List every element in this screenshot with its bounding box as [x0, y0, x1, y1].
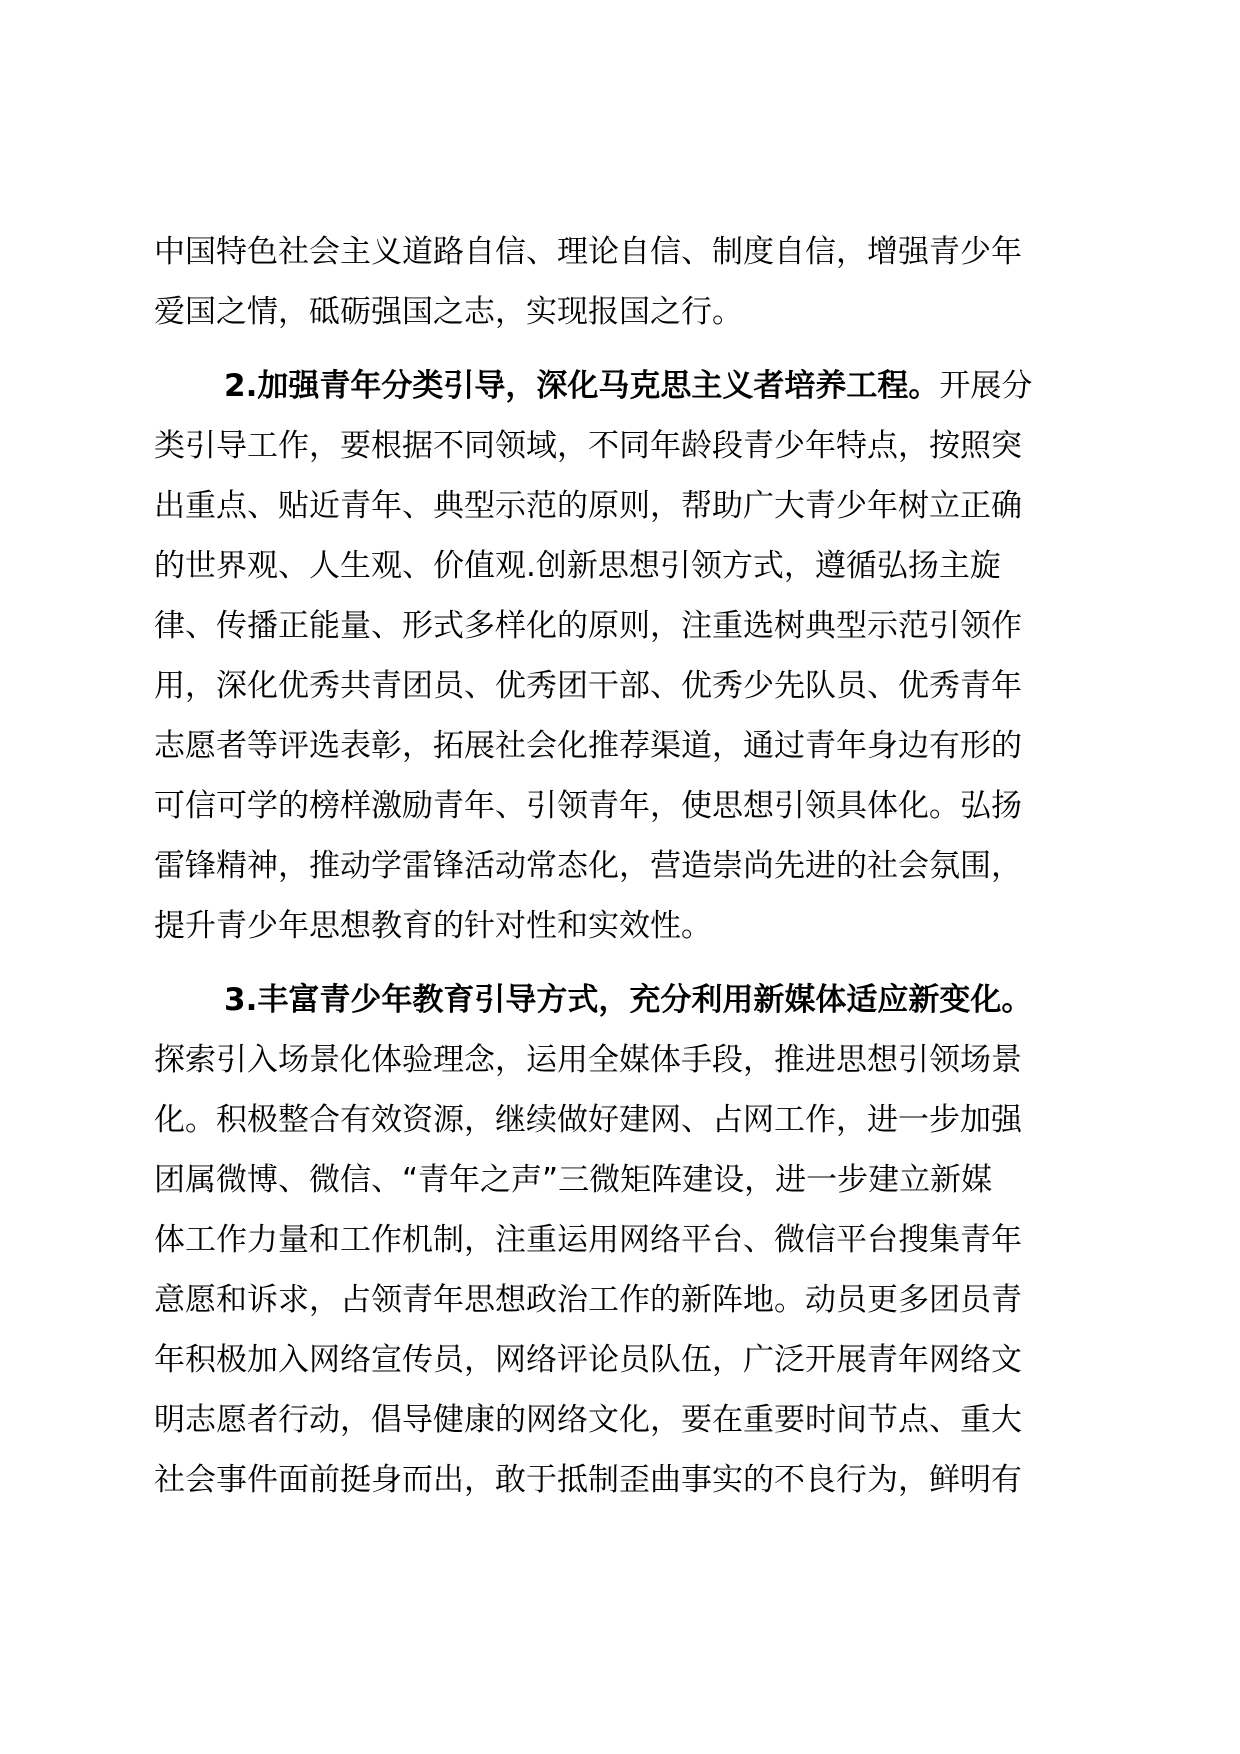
text-line: 探索引入场景化体验理念，运用全媒体手段，推进思想引领场景 [154, 1042, 1022, 1078]
text-line: 用，深化优秀共青团员、优秀团干部、优秀少先队员、优秀青年 [154, 668, 1022, 704]
text-line: 爱国之情，砥砺强国之志，实现报国之行。 [154, 294, 743, 330]
text-line: 提升青少年思想教育的针对性和实效性。 [154, 908, 712, 944]
text-line: 志愿者等评选表彰，拓展社会化推荐渠道，通过青年身边有形的 [154, 728, 1022, 764]
section-2-first-line-text: 开展分 [939, 368, 1033, 404]
text-line: 可信可学的榜样激励青年、引领青年，使思想引领具体化。弘扬 [154, 788, 1022, 824]
text-line: 的世界观、人生观、价值观.创新思想引领方式，遵循弘扬主旋 [154, 548, 1001, 584]
text-line: 体工作力量和工作机制，注重运用网络平台、微信平台搜集青年 [154, 1222, 1022, 1258]
text-line: 类引导工作，要根据不同领域，不同年龄段青少年特点，按照突 [154, 428, 1022, 464]
text-line: 明志愿者行动，倡导健康的网络文化，要在重要时间节点、重大 [154, 1402, 1022, 1438]
text-line: 意愿和诉求，占领青年思想政治工作的新阵地。动员更多团员青 [154, 1282, 1022, 1318]
section-2-heading: 2.加强青年分类引导，深化马克思主义者培养工程。 [224, 368, 940, 404]
section-2-first-line [154, 356, 1094, 416]
text-line: 律、传播正能量、形式多样化的原则，注重选树典型示范引领作 [154, 608, 1022, 644]
paragraph-continuation [154, 222, 1094, 342]
text-line: 年积极加入网络宣传员，网络评论员队伍，广泛开展青年网络文 [154, 1342, 1022, 1378]
section-3-heading: 3.丰富青少年教育引导方式，充分利用新媒体适应新变化。 [224, 982, 1033, 1018]
section-3-paragraph [154, 970, 1094, 1510]
text-line: 团属微博、微信、“青年之声”三微矩阵建设，进一步建立新媒 [154, 1162, 993, 1198]
text-line: 化。积极整合有效资源，继续做好建网、占网工作，进一步加强 [154, 1102, 1022, 1138]
document-body [154, 222, 1094, 1510]
section-2-paragraph [154, 356, 1094, 956]
text-line: 社会事件面前挺身而出，敢于抵制歪曲事实的不良行为，鲜明有 [154, 1462, 1022, 1498]
text-line: 雷锋精神，推动学雷锋活动常态化，营造崇尚先进的社会氛围， [154, 848, 1022, 884]
text-line: 中国特色社会主义道路自信、理论自信、制度自信，增强青少年 [154, 234, 1022, 270]
text-line: 出重点、贴近青年、典型示范的原则，帮助广大青少年树立正确 [154, 488, 1022, 524]
